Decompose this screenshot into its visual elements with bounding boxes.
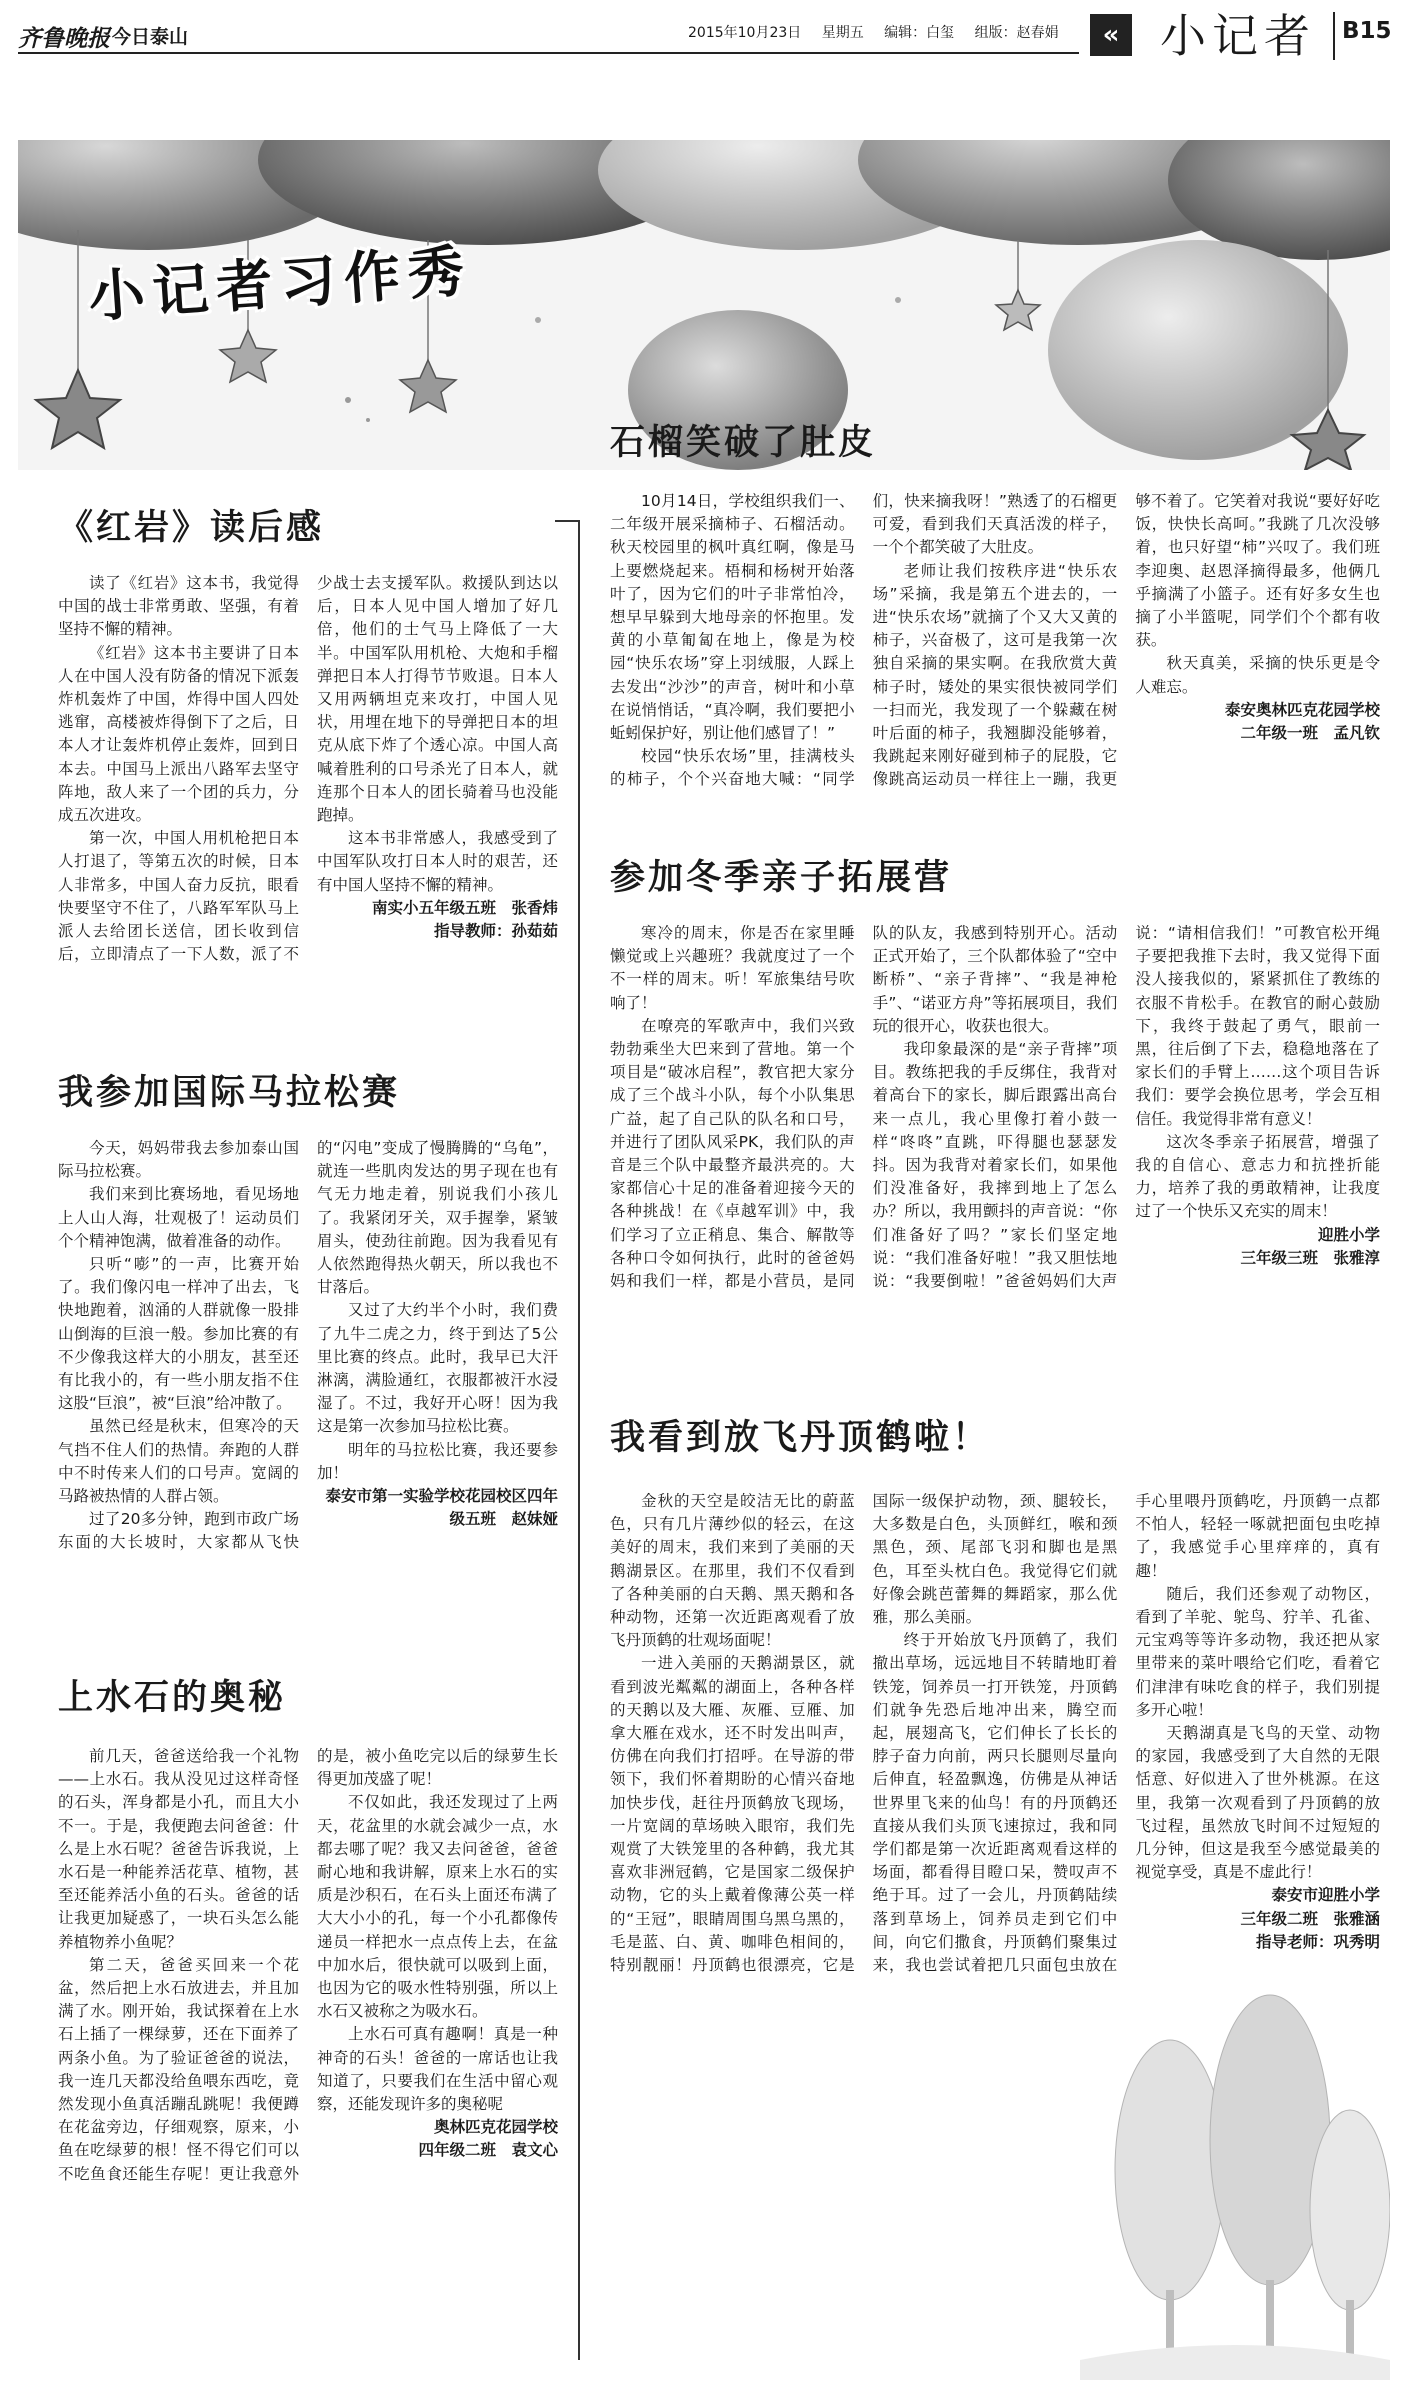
- author-signature: 迎胜小学: [1317, 1225, 1380, 1244]
- paragraph: 这本书非常感人，我感受到了中国军队攻打日本人时的艰苦，还有中国人坚持不懈的精神。: [317, 829, 558, 894]
- author-class: 四年级二班 袁文心: [418, 2141, 558, 2160]
- paragraph: 虽然已经是秋末，但寒冷的天气挡不住人们的热情。奔跑的人群中不时传来人们的口号声。宽阔的马路被热情的人群占领。: [58, 1417, 299, 1506]
- article-pomegranate: [610, 415, 1380, 825]
- section-title: 小记者: [1160, 9, 1316, 63]
- article-body: [58, 1137, 558, 1657]
- article-title: 参加冬季亲子拓展营: [610, 858, 953, 898]
- article-marathon: [58, 1065, 558, 1645]
- author-class: 三年级三班 张雅淳: [1240, 1248, 1380, 1267]
- author-signature: 泰安市迎胜小学: [1271, 1886, 1380, 1905]
- teacher-signature: 指导老师：巩秀明: [1255, 1932, 1380, 1951]
- article-title: 石榴笑破了肚皮: [610, 423, 877, 463]
- paragraph: 校园“快乐农场”里，挂满枝头的柿子，个个兴奋地大喊：“同学们，快来摘我呀！”熟透了的石榴更可爱，看到我们天真活泼的样子，一个个都笑破了大肚皮。: [610, 492, 1118, 789]
- article-title: 我参加国际马拉松赛: [58, 1073, 401, 1113]
- paragraph: 《红岩》这本书主要讲了日本人在中国人没有防备的情况下派轰炸机轰炸了中国，炸得中国人四处逃窜，高楼被炸得倒下了之后，日本人才让轰炸机停止轰炸，回到日本去。中国马上派出八路军去坚守阵地，敌人来了一个团的兵力，分成五次进攻。: [58, 643, 299, 825]
- paragraph: 终于开始放飞丹顶鹤了，我们撤出草场，远远地目不转睛地盯着铁笼，饲养员一打开铁笼，丹顶鹤们就争先恐后地冲出来，腾空而起，展翅高飞，它们伸长了长长的脖子奋力向前，两只长腿则尽量向后伸直，轻盈飘逸，仿佛是从神话世界里飞来的仙鸟！有的丹顶鹤还直接从我们头顶飞速掠过，我和同学们都是第一次近距离观看这样的场面，都看得目瞪口呆，赞叹声不绝于耳。过了一会儿，丹顶鹤陆续落到草场上，饲养员走到它们中间，向它们撒食，丹顶鹤们聚集过来，我也尝试着把几只面包虫放在手心里喂丹顶鹤吃，丹顶鹤一点都不怕人，轻轻一啄就把面包虫吃掉了，我感觉手心里痒痒的，真有趣！: [872, 1492, 1380, 1975]
- author-signature: 南实小五年级五班 张香炜: [371, 898, 558, 917]
- article-body: [610, 490, 1380, 830]
- article-body: [610, 922, 1380, 1410]
- left-column-divider-cap: [555, 520, 580, 522]
- author-signature: 泰安市第一实验学校花园校区四年级五班 赵妹娅: [325, 1487, 558, 1529]
- paragraph: 过了20多分钟，跑到市政广场东面的大长坡时，大家都从飞快的“闪电”变成了慢腾腾的“乌龟”，就连一些肌肉发达的男子现在也有气无力地走着，别说我们小孩儿了。我紧闭牙关，双手握拳，紧皱眉头，使劲往前跑。因为我看见有人依然跑得热火朝天，所以我也不甘落后。: [58, 1139, 558, 1552]
- paragraph: 第一次，中国人用机枪把日本人打退了，等第五次的时候，日本人非常多，中国人奋力反抗，眼看快要坚守不住了，八路军军队马上派人去给团长送信，团长收到信后，立即清点了一下人数，派了不少战士去支援军队。救援队到达以后，日本人见中国人增加了好几倍，他们的士气马上降低了一大半。中国军队用机枪、大炮和手榴弹把日本人打得节节败退。日本人又用两辆坦克来攻打，中国人见状，用埋在地下的导弹把日本的坦克从底下炸了个透心凉。中国人高喊着胜利的口号杀光了日本人，就连那个日本人的团长骑着马也没能跑掉。: [58, 574, 558, 964]
- paragraph: 随后，我们还参观了动物区，看到了羊驼、鸵鸟、狞羊、孔雀、元宝鸡等等许多动物，我还把从家里带来的菜叶喂给它们吃，看着它们津津有味吃食的样子，我们别提多开心啦！: [1135, 1584, 1380, 1719]
- issue-date: 2015年10月23日: [688, 25, 802, 41]
- article-hongyan: [58, 500, 558, 1040]
- article-body: [58, 572, 558, 1042]
- paragraph: 第二天，爸爸买回来一个花盆，然后把上水石放进去，并且加满了水。刚开始，我试探着在上水石上插了一棵绿萝，还在下面养了两条小鱼。为了验证爸爸的说法，我一连几天都没给鱼喂东西吃，竟然发现小鱼真活蹦乱跳呢！我便蹲在花盆旁边，仔细观察，原来，小鱼在吃绿萝的根！怪不得它们可以不吃鱼食还能生存呢！更让我意外的是，被小鱼吃完以后的绿萝生长得更加茂盛了呢！: [58, 1747, 558, 2183]
- left-column-divider: [578, 520, 580, 2360]
- page-header: [0, 0, 1409, 70]
- header-meta: [688, 22, 1075, 42]
- author-class: 三年级二班 张雅涵: [1240, 1909, 1380, 1928]
- paragraph: 10月14日，学校组织我们一、二年级开展采摘柿子、石榴活动。秋天校园里的枫叶真红啊，像是马上要燃烧起来。梧桐和杨树开始落叶了，因为它们的叶子非常怕冷，想早早躲到大地母亲的怀抱里。发黄的小草匍匐在地上，像是为校园“快乐农场”穿上羽绒服，人踩上去发出“沙沙”的声音，树叶和小草在说悄悄话，“真冷啊，我们要把小蚯蚓保护好，别让他们感冒了！”: [610, 492, 855, 743]
- paragraph: 又过了大约半个小时，我们费了九牛二虎之力，终于到达了5公里比赛的终点。此时，我早已大汗淋漓，满脸通红，衣服都被汗水浸湿了。不过，我好开心呀！因为我这是第一次参加马拉松比赛。: [317, 1301, 558, 1436]
- paragraph: 不仅如此，我还发现过了上两天，花盆里的水就会减少一点，水都去哪了呢？我又去问爸爸，爸爸耐心地和我讲解，原来上水石的实质是沙积石，在石头上面还布满了大大小小的孔，每一个小孔都像传递员一样把水一点点传上去，在盆中加水后，很快就可以吸到上面，也因为它的吸水性特别强，所以上水石又被称之为吸水石。: [317, 1793, 558, 2021]
- paragraph: 在嘹亮的军歌声中，我们兴致勃勃乘坐大巴来到了营地。第一个项目是“破冰启程”，教官把大家分成了三个战斗小队，每个小队集思广益，起了自己队的队名和口号，并进行了团队风采PK，我们队的声音是三个队中最整齐最洪亮的。大家都信心十足的准备着迎接今天的各种挑战！在《卓越军训》中，我们学习了立正稍息、集合、解散等各种口令如何执行，此时的爸爸妈妈和我们一样，都是小营员，是同队的队友，我感到特别开心。活动正式开始了，三个队都体验了“空中断桥”、“亲子背摔”、“我是神枪手”、“诺亚方舟”等拓展项目，我们玩的很开心，收获也很大。: [610, 924, 1118, 1291]
- paragraph: 金秋的天空是皎洁无比的蔚蓝色，只有几片薄纱似的轻云，在这美好的周末，我们来到了美丽的天鹅湖景区。在那里，我们不仅看到了各种美丽的白天鹅、黑天鹅和各种动物，还第一次近距离观看了放飞丹顶鹤的壮观场面呢！: [610, 1492, 855, 1650]
- issue-weekday: 星期五: [821, 25, 864, 41]
- paragraph: 一进入美丽的天鹅湖景区，就看到波光粼粼的湖面上，各种各样的天鹅以及大雁、灰雁、豆雁、加拿大雁在戏水，还不时发出叫声，仿佛在向我们打招呼。在导游的带领下，我们怀着期盼的心情兴奋地加快步伐，赶往丹顶鹤放飞现场，一片宽阔的草场映入眼帘，我们先观赏了大铁笼里的各种鹤，我尤其喜欢非洲冠鹤，它是国家二级保护动物，它的头上戴着像薄公英一样的“王冠”，眼睛周围乌黑乌黑的，毛是蓝、白、黄、咖啡色相间的，特别靓丽！丹顶鹤也很漂亮，它是国际一级保护动物，颈、腿较长，大多数是白色，头顶鲜红，喉和颈黑色，颈、尾部飞羽和脚也是黑色，耳至头枕白色。我觉得它们就好像会跳芭蕾舞的舞蹈家，那么优雅，那么美丽。: [610, 1492, 1118, 1975]
- double-chevron-left-icon: «: [1090, 14, 1132, 56]
- page-number: B15: [1342, 18, 1392, 44]
- paragraph: 老师让我们按秩序进“快乐农场”采摘，我是第五个进去的，一进“快乐农场”就摘了个又大又黄的柿子，兴奋极了，这可是我第一次独自采摘的果实啊。在我欣赏大黄柿子时，矮处的果实很快被同学们一扫而光，我发现了一个躲藏在树叶后面的柿子，我翘脚没能够着，我跳起来刚好碰到柿子的屁股，它像跳高运动员一样往上一蹦，我更够不着了。它笑着对我说“要好好吃饭，快快长高呵。”我跳了几次没够着，也只好望“柿”兴叹了。我们班李迎奥、赵恩泽摘得最多，他俩几乎摘满了小篮子。还有好多女生也摘了小半篮呢，同学们个个都有收获。: [872, 492, 1380, 789]
- paragraph: 这次冬季亲子拓展营，增强了我的自信心、意志力和抗挫折能力，培养了我的勇敢精神，让我度过了一个快乐又充实的周末！: [1135, 1132, 1380, 1221]
- paragraph: 前几天，爸爸送给我一个礼物——上水石。我从没见过这样奇怪的石头，浑身都是小孔，而且大小不一。于是，我便跑去问爸爸：什么是上水石呢？爸爸告诉我说，上水石是一种能养活花草、植物，甚至还能养活小鱼的石头。爸爸的话让我更加疑惑了，一块石头怎么能养植物养小鱼呢？: [58, 1747, 299, 1951]
- article-title: 《红岩》读后感: [58, 508, 325, 548]
- paragraph: 今天，妈妈带我去参加泰山国际马拉松赛。: [58, 1139, 299, 1181]
- newspaper-name: 齐鲁晚报: [18, 25, 110, 52]
- banner-title: 小记者习作秀: [86, 238, 475, 331]
- article-winter-camp: [610, 850, 1380, 1410]
- header-rule: [18, 52, 1079, 54]
- paragraph: 我们来到比赛场地，看见场地上人山人海，壮观极了！运动员们个个精神饱满，做着准备的动作。: [58, 1185, 299, 1250]
- editor-credit: 编辑：白玺: [884, 25, 955, 41]
- paragraph: 秋天真美，采摘的快乐更是令人难忘。: [1135, 654, 1380, 696]
- article-title: 上水石的奥秘: [58, 1678, 287, 1718]
- header-divider: [1333, 12, 1335, 60]
- teacher-signature: 指导教师：孙茹茹: [433, 922, 558, 941]
- tree-illustration-icon: [1080, 1990, 1390, 2380]
- author-signature: 奥林匹克花园学校: [433, 2118, 558, 2137]
- paragraph: 明年的马拉松比赛，我还要参加！: [317, 1440, 558, 1482]
- paragraph: 天鹅湖真是飞鸟的天堂、动物的家园，我感受到了大自然的无限恬意、好似进入了世外桃源。在这里，我第一次观看到了丹顶鹤的放飞过程，虽然放飞时间不过短短的几分钟，但这是我至今感觉最美的视觉享受，真是不虚此行！: [1135, 1724, 1380, 1882]
- article-body: [58, 1745, 558, 2355]
- paragraph: 只听“嘭”的一声，比赛开始了。我们像闪电一样冲了出去，飞快地跑着，汹涌的人群就像一股排山倒海的巨浪一般。参加比赛的有不少像我这样大的小朋友，甚至还有比我小的，有一些小朋友指不住这股“巨浪”，被“巨浪”给冲散了。: [58, 1255, 299, 1413]
- paragraph: 寒冷的周末，你是否在家里睡懒觉或上兴趣班？我就度过了一个不一样的周末。听！军旅集结号吹响了！: [610, 924, 855, 1012]
- author-class: 二年级一班 孟凡钦: [1240, 724, 1380, 743]
- paragraph: 读了《红岩》这本书，我觉得中国的战士非常勇敢、坚强，有着坚持不懈的精神。: [58, 574, 299, 639]
- paragraph: 我印象最深的是“亲子背摔”项目。教练把我的手反绑住，我背对着高台下的家长，脚后跟露出高台来一点儿，我心里像打着小鼓一样“咚咚”直跳，吓得腿也瑟瑟发抖。因为我背对着家长们，如果他们没准备好，我摔到地上了怎么办？所以，我用颤抖的声音说：“你们准备好了吗？”家长们坚定地说：“我们准备好啦！”我又胆怯地说：“我要倒啦！”爸爸妈妈们大声说：“请相信我们！”可教官松开绳子要把我推下去时，我又觉得下面没人接我似的，紧紧抓住了教练的衣服不肯松手。在教官的耐心鼓励下，我终于鼓起了勇气，眼前一黑，往后倒了下去，稳稳地落在了家长们的手臂上……这个项目告诉我们：要学会换位思考，学会互相信任。我觉得非常有意义！: [872, 924, 1380, 1291]
- layout-credit: 组版：赵春娟: [974, 25, 1059, 41]
- article-shangshuishi: [58, 1670, 558, 2360]
- article-title: 我看到放飞丹顶鹤啦！: [610, 1418, 991, 1458]
- edition-name: 今日泰山: [112, 26, 189, 48]
- author-signature: 泰安奥林匹克花园学校: [1224, 700, 1380, 719]
- paragraph: 上水石可真有趣啊！真是一种神奇的石头！爸爸的一席话也让我知道了，只要我们在生活中留心观察，还能发现许多的奥秘呢: [317, 2025, 558, 2114]
